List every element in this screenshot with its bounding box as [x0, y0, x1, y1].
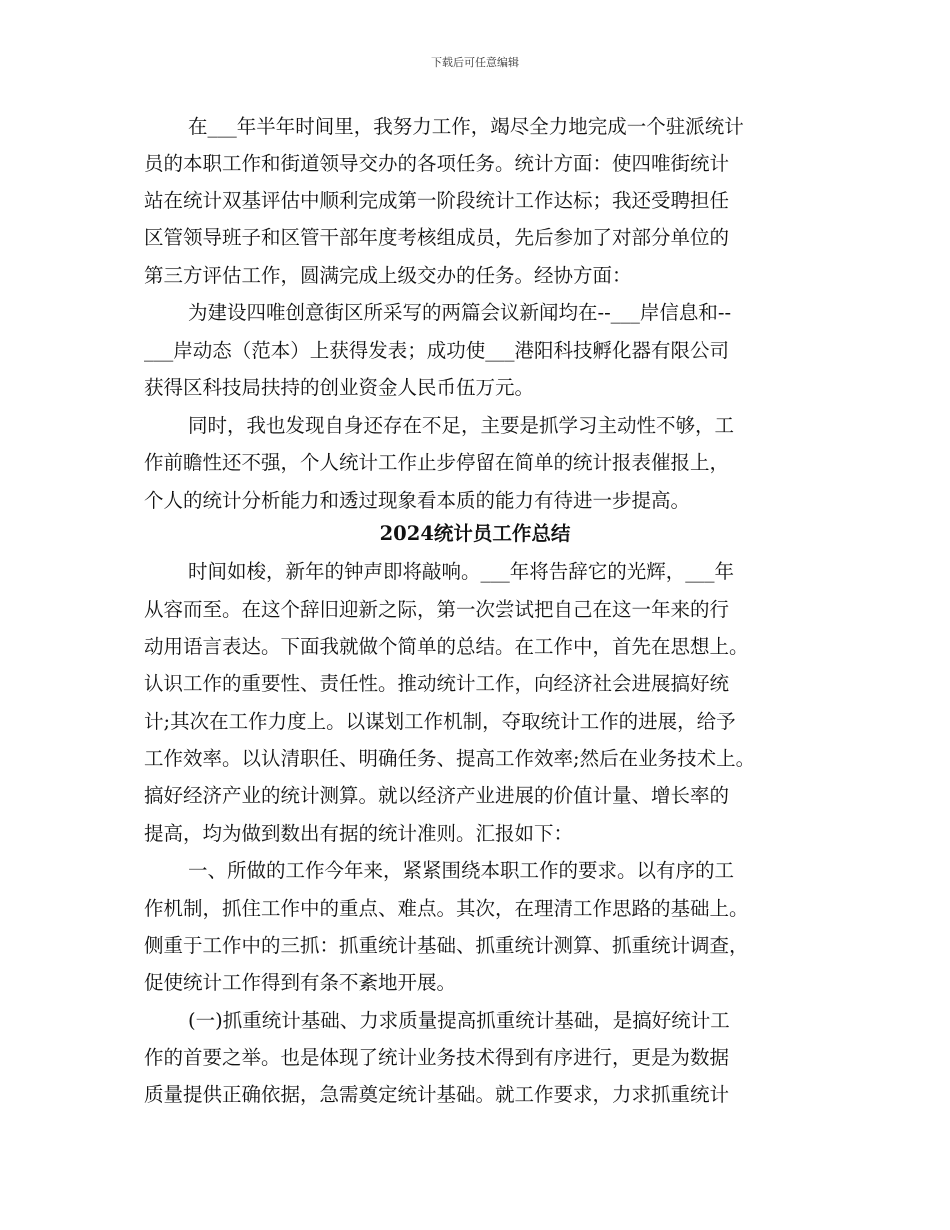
text-line: 促使统计工作得到有条不紊地开展。	[144, 971, 457, 994]
text-line: 站在统计双基评估中顺利完成第一阶段统计工作达标；我还受聘担任	[144, 189, 730, 212]
text-line: 侧重于工作中的三抓：抓重统计基础、抓重统计测算、抓重统计调查，	[144, 934, 749, 957]
text-line: 计;其次在工作力度上。以谋划工作机制，夺取统计工作的进展，给予	[144, 710, 736, 733]
text-line: 质量提供正确依据，急需奠定统计基础。就工作要求，力求抓重统计	[144, 1083, 730, 1106]
text-line: 在___年半年时间里，我努力工作，竭尽全力地完成一个驻派统计	[188, 115, 744, 138]
text-line: 区管领导班子和区管干部年度考核组成员，先后参加了对部分单位的	[144, 226, 730, 249]
text-line: 认识工作的重要性、责任性。推动统计工作，向经济社会进展搞好统	[144, 672, 730, 695]
text-line: 从容而至。在这个辞旧迎新之际，第一次尝试把自己在这一年来的行	[144, 598, 730, 621]
text-line: 同时，我也发现自身还存在不足，主要是抓学习主动性不够，工	[188, 414, 735, 437]
page-header: 下载后可任意编辑	[431, 56, 519, 69]
text-line: 搞好经济产业的统计测算。就以经济产业进展的价值计量、增长率的	[144, 784, 730, 807]
text-line: 个人的统计分析能力和透过现象看本质的能力有待进一步提高。	[144, 489, 691, 512]
text-line: 一、所做的工作今年来，紧紧围绕本职工作的要求。以有序的工	[188, 859, 735, 882]
text-line: 时间如梭，新年的钟声即将敲响。___年将告辞它的光辉，___年	[188, 560, 735, 583]
text-line: 员的本职工作和街道领导交办的各项任务。统计方面：使四唯街统计	[144, 152, 730, 175]
text-line: 作机制，抓住工作中的重点、难点。其次，在理清工作思路的基础上。	[144, 897, 749, 920]
text-line: 第三方评估工作，圆满完成上级交办的任务。经协方面：	[144, 264, 632, 287]
text-line: 提高，均为做到数出有据的统计准则。汇报如下：	[144, 822, 574, 845]
text-line: 动用语言表达。下面我就做个简单的总结。在工作中，首先在思想上。	[144, 635, 749, 658]
text-line: 工作效率。以认清职任、明确任务、提高工作效率;然后在业务技术上。	[144, 747, 756, 770]
text-line: (一)抓重统计基础、力求质量提高抓重统计基础，是搞好统计工	[188, 1009, 730, 1032]
text-line: 作前瞻性还不强，个人统计工作止步停留在简单的统计报表催报上，	[144, 451, 730, 474]
text-line: ___岸动态（范本）上获得发表；成功使___港阳科技孵化器有限公司	[144, 339, 730, 362]
text-line: 作的首要之举。也是体现了统计业务技术得到有序进行，更是为数据	[144, 1046, 730, 1069]
text-line: 为建设四唯创意街区所采写的两篇会议新闻均在--___岸信息和--	[188, 301, 732, 324]
document-title: 2024统计员工作总结	[379, 522, 571, 545]
text-line: 获得区科技局扶持的创业资金人民币伍万元。	[144, 376, 535, 399]
